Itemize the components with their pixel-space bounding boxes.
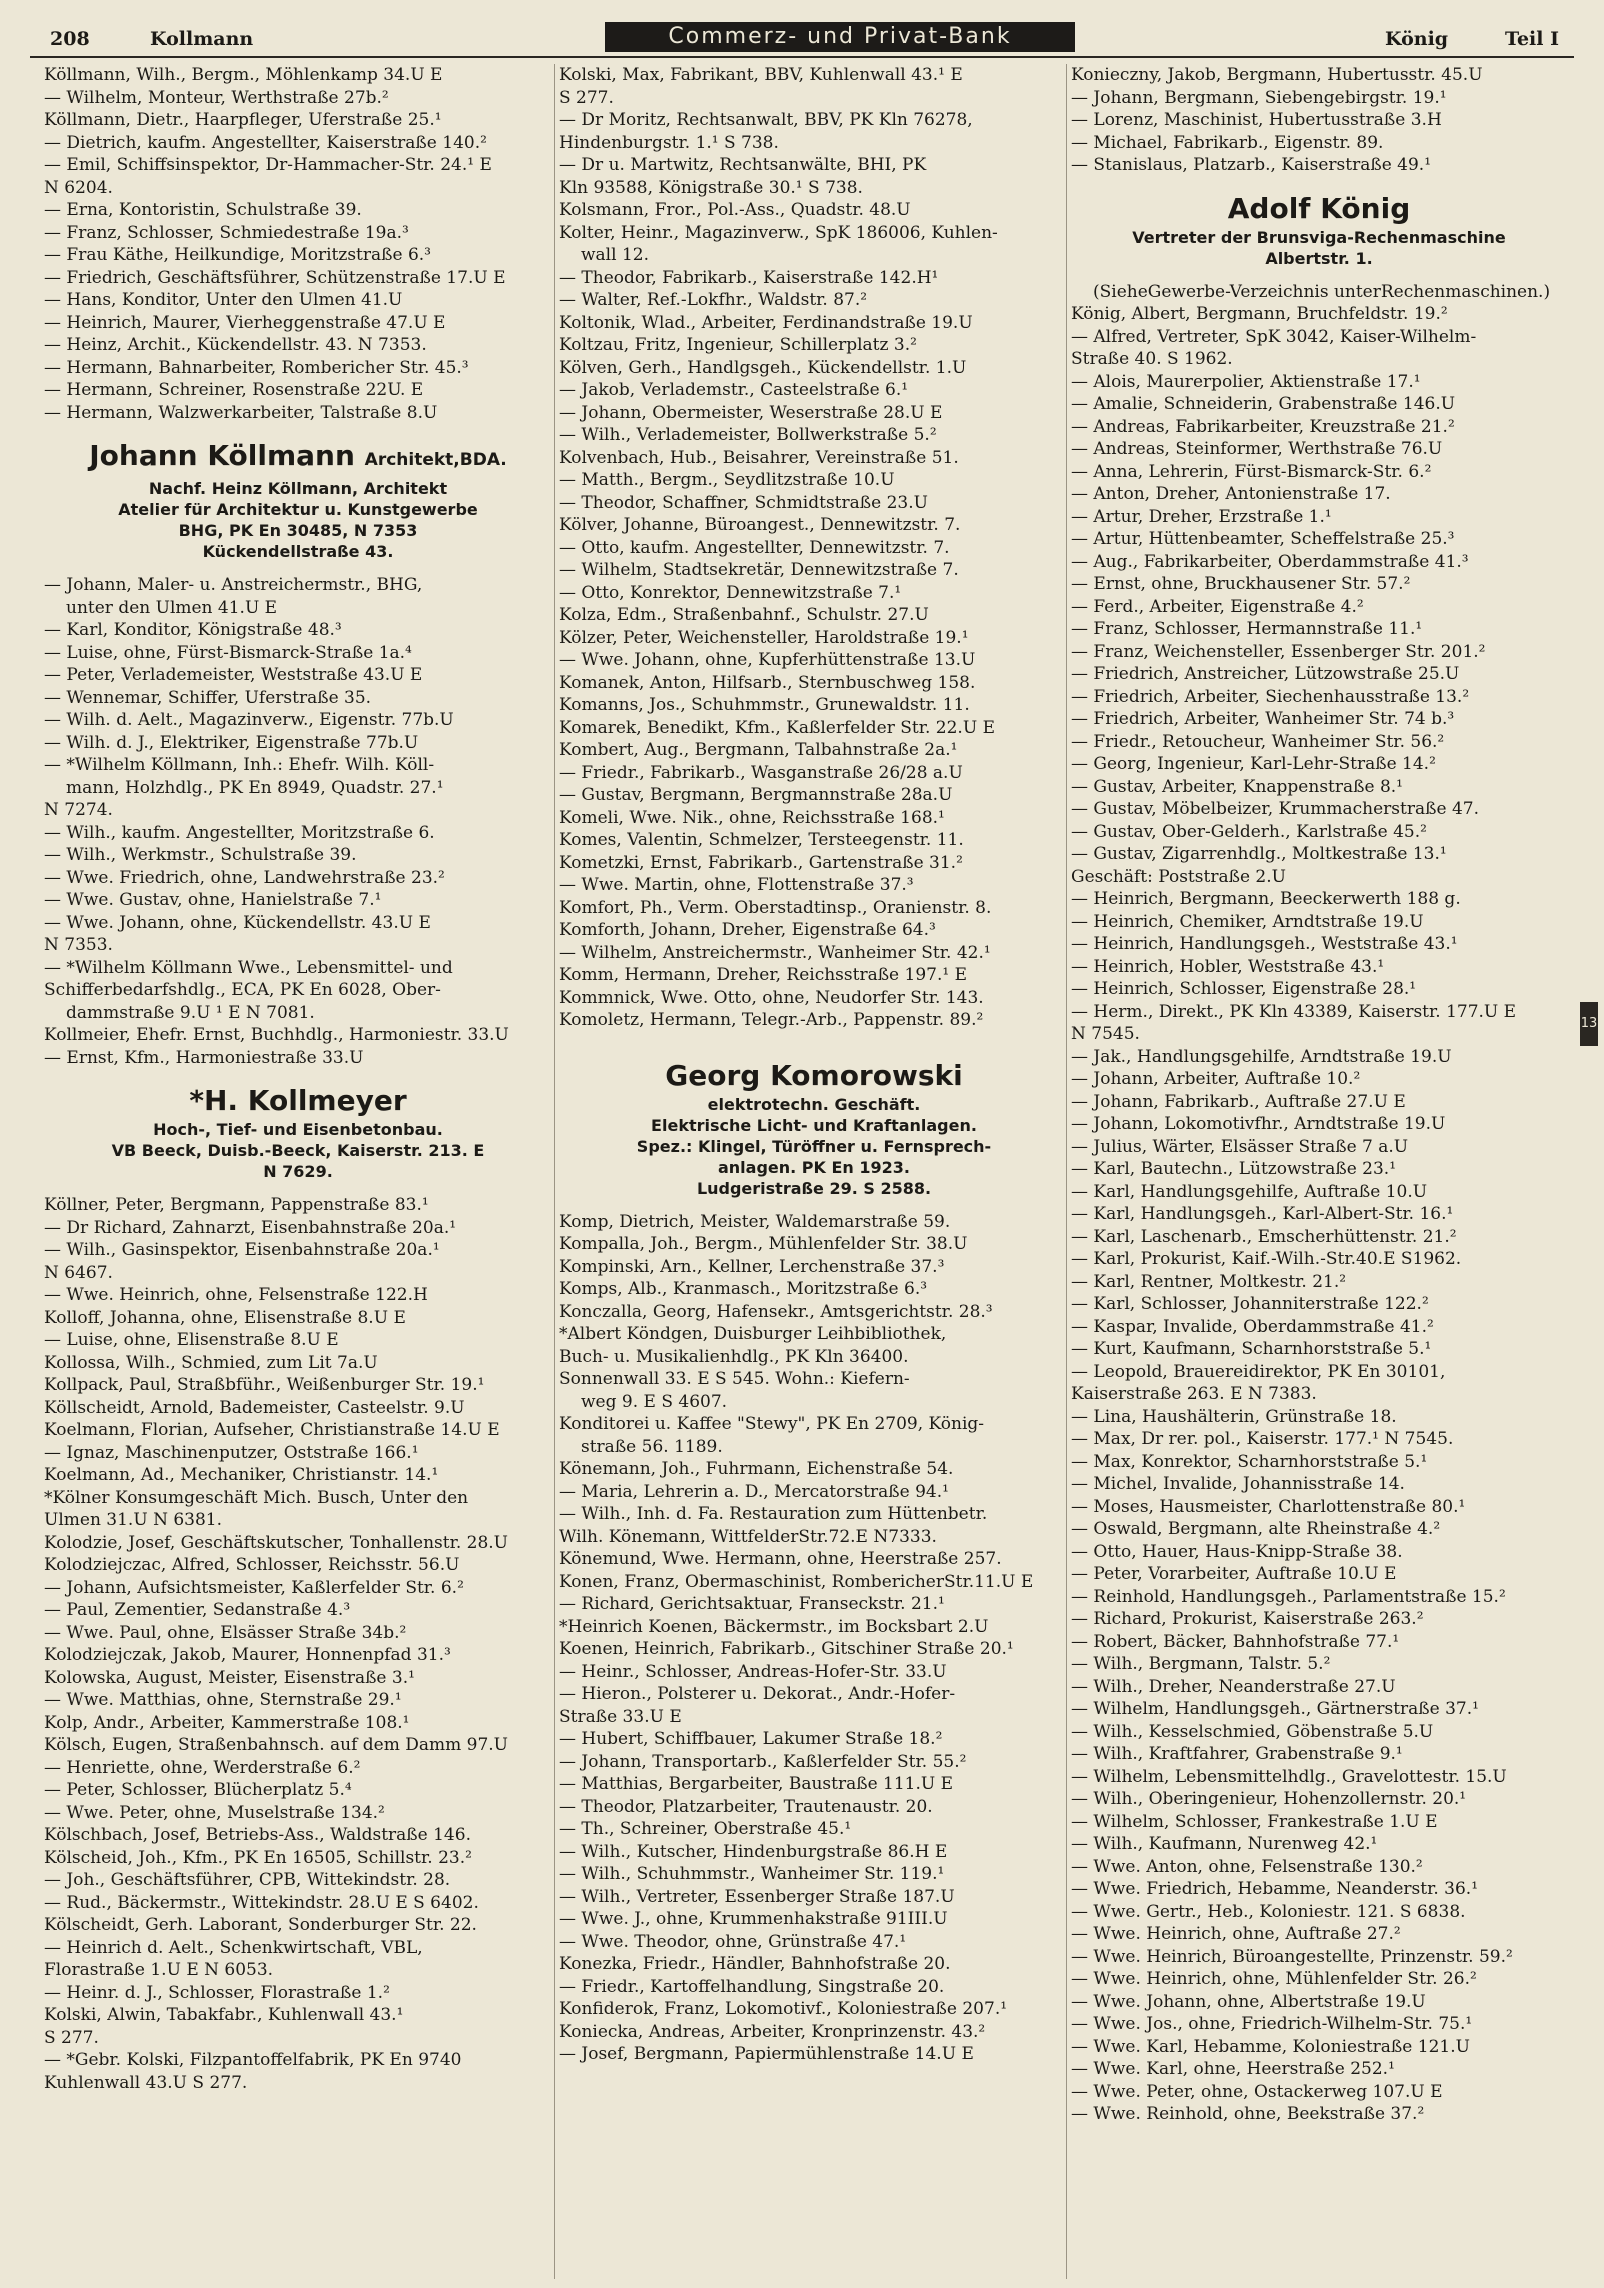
directory-entry: straße 56. 1189. (581, 1436, 723, 1457)
column-2 (554, 64, 1069, 2279)
directory-entry: — Lina, Haushälterin, Grünstraße 18. (1071, 1406, 1397, 1427)
directory-entry: Koenen, Heinrich, Fabrikarb., Gitschiner Straße 20.¹ (559, 1639, 1014, 1659)
col1-top-entries (44, 64, 552, 424)
directory-entry: — Wilh., Kutscher, Hindenburgstraße 86.H E (559, 1841, 948, 1862)
directory-entry: Komeli, Wwe. Nik., ohne, Reichsstraße 168.¹ (559, 807, 945, 828)
directory-entry: N 7545. (1071, 1024, 1140, 1044)
directory-entry: wall 12. (581, 245, 649, 265)
directory-entry: Komfort, Ph., Verm. Oberstadtinsp., Oranienstr. 8. (559, 897, 992, 918)
page-number: 208 (50, 28, 90, 50)
advert-name: Adolf König (1227, 191, 1411, 225)
directory-entry: Kuhlenwall 43.U S 277. (44, 2072, 248, 2093)
directory-entry: — Wwe. Jos., ohne, Friedrich-Wilhelm-Str. 75.¹ (1071, 2014, 1473, 2034)
directory-entry: — Moses, Hausmeister, Charlottenstraße 80.¹ (1071, 1496, 1466, 1517)
directory-entry: — Robert, Bäcker, Bahnhofstraße 77.¹ (1071, 1631, 1400, 1652)
directory-entry: Kompinski, Arn., Kellner, Lerchenstraße 37.³ (559, 1256, 945, 1277)
directory-entry: Kaiserstraße 263. E N 7383. (1071, 1384, 1317, 1404)
directory-entry: Kombert, Aug., Bergmann, Talbahnstraße 2a.¹ (559, 740, 958, 760)
directory-entry: — Hieron., Polsterer u. Dekorat., Andr.-Hofer- (559, 1684, 956, 1704)
directory-entry: N 6467. (44, 1262, 113, 1283)
directory-entry: — Wennemar, Schiffer, Uferstraße 35. (44, 687, 372, 708)
directory-entry: — Aug., Fabrikarbeiter, Oberdammstraße 41.³ (1071, 551, 1469, 572)
directory-entry: Kölven, Gerh., Handlgsgeh., Kückendellstr. 1.U (559, 357, 967, 378)
directory-entry: — Artur, Hüttenbeamter, Scheffelstraße 25.³ (1071, 529, 1455, 549)
col1-mid-entries (44, 574, 552, 1069)
directory-entry: — Dr u. Martwitz, Rechtsanwälte, BHI, PK (559, 155, 927, 175)
directory-entry: — Richard, Prokurist, Kaiserstraße 263.² (1071, 1609, 1424, 1629)
directory-entry: — Dr Moritz, Rechtsanwalt, BBV, PK Kln 76278, (559, 110, 973, 130)
directory-entry: — Heinr. d. J., Schlosser, Florastraße 1.² (44, 1982, 390, 2003)
directory-entry: — Joh., Geschäftsführer, CPB, Wittekindstr. 28. (44, 1870, 451, 1890)
directory-entry: Kommnick, Wwe. Otto, ohne, Neudorfer Str. 143. (559, 987, 984, 1008)
directory-entry: Sonnenwall 33. E S 545. Wohn.: Kiefern- (559, 1369, 910, 1389)
advert-line: elektrotechn. Geschäft. (707, 1094, 921, 1114)
directory-entry: Florastraße 1.U E N 6053. (44, 1960, 274, 1980)
directory-entry: Kolter, Heinr., Magazinverw., SpK 186006, Kuhlen- (559, 222, 998, 243)
directory-entry: — Hans, Konditor, Unter den Ulmen 41.U (44, 290, 403, 310)
directory-entry: Koltzau, Fritz, Ingenieur, Schillerplatz 3.² (559, 335, 917, 355)
advert-line: Elektrische Licht- und Kraftanlagen. (651, 1115, 977, 1135)
directory-entry: Kolvenbach, Hub., Beisahrer, Vereinstraße 51. (559, 447, 959, 468)
advert-line: N 7629. (263, 1162, 333, 1181)
directory-entry: — Otto, Hauer, Haus-Knipp-Straße 38. (1071, 1541, 1403, 1562)
directory-entry: — Wilh., Kesselschmied, Göbenstraße 5.U (1071, 1721, 1434, 1742)
directory-entry: — Karl, Prokurist, Kaif.-Wilh.-Str.40.E S1962. (1071, 1249, 1462, 1269)
col3-top-entries (1071, 64, 1567, 177)
directory-entry: — Andreas, Fabrikarbeiter, Kreuzstraße 21.² (1071, 416, 1455, 437)
directory-entry: — Luise, ohne, Fürst-Bismarck-Straße 1a.⁴ (44, 642, 412, 663)
directory-entry: — Dietrich, kaufm. Angestellter, Kaiserstraße 140.² (44, 132, 487, 153)
directory-entry: — Rud., Bäckermstr., Wittekindstr. 28.U E S 6402. (44, 1892, 479, 1913)
directory-entry: — Wwe. Karl, ohne, Heerstraße 252.¹ (1071, 2059, 1395, 2079)
directory-entry: N 7353. (44, 935, 113, 955)
directory-entry: — Wwe. Heinrich, ohne, Felsenstraße 122.H (44, 1285, 428, 1305)
directory-entry: — Heinz, Archit., Kückendellstr. 43. N 7353. (44, 335, 427, 355)
directory-entry: — Georg, Ingenieur, Karl-Lehr-Straße 14.² (1071, 754, 1436, 774)
directory-entry: Kollpack, Paul, Straßbführ., Weißenburger Str. 19.¹ (44, 1375, 485, 1395)
directory-entry: — Lorenz, Maschinist, Hubertusstraße 3.H (1071, 110, 1442, 130)
advert-lines (44, 478, 552, 562)
directory-entry: — Wwe. Gertr., Heb., Koloniestr. 121. S 6838. (1071, 1901, 1466, 1922)
directory-entry: — Wwe. Johann, ohne, Albertstraße 19.U (1071, 1991, 1426, 2012)
directory-entry: — Wwe. Heinrich, ohne, Mühlenfelder Str. 26.² (1071, 1969, 1477, 1989)
directory-entry: Kolp, Andr., Arbeiter, Kammerstraße 108.¹ (44, 1712, 410, 1733)
directory-entry: — Wilh., Bergmann, Talstr. 5.² (1071, 1654, 1331, 1674)
directory-entry: — Franz, Schlosser, Hermannstraße 11.¹ (1071, 619, 1423, 639)
directory-entry: — Gustav, Möbelbeizer, Krummacherstraße 47. (1071, 799, 1479, 819)
directory-entry: — Michael, Fabrikarb., Eigenstr. 89. (1071, 132, 1384, 153)
directory-entry: — Michel, Invalide, Johannisstraße 14. (1071, 1474, 1405, 1494)
header-right-word: König (1385, 28, 1449, 50)
directory-entry: — Karl, Schlosser, Johanniterstraße 122.² (1071, 1294, 1429, 1314)
directory-entry: — Ignaz, Maschinenputzer, Oststraße 166.¹ (44, 1442, 419, 1463)
directory-entry: — Wilh., Schuhmmstr., Wanheimer Str. 119.¹ (559, 1864, 945, 1884)
directory-entry: — Wwe. Karl, Hebamme, Koloniestraße 121.U (1071, 2036, 1470, 2057)
advert-koellmann (44, 438, 552, 562)
directory-entry: *Albert Köndgen, Duisburger Leihbibliothek, (559, 1324, 947, 1344)
directory-entry: Köllner, Peter, Bergmann, Pappenstraße 83.¹ (44, 1195, 429, 1215)
directory-entry: — Wilh., Inh. d. Fa. Restauration zum Hüttenbetr. (559, 1504, 988, 1524)
directory-entry: — Friedr., Kartoffelhandlung, Singstraße 20. (559, 1976, 945, 1997)
directory-entry: — Alois, Maurerpolier, Aktienstraße 17.¹ (1071, 371, 1421, 392)
directory-entry: — Friedrich, Arbeiter, Wanheimer Str. 74 b.³ (1071, 709, 1455, 729)
directory-entry: — Wilh., Verlademeister, Bollwerkstraße 5.² (559, 425, 937, 445)
directory-entry: Komm, Hermann, Dreher, Reichsstraße 197.¹ E (559, 965, 967, 985)
directory-entry: — Hermann, Schreiner, Rosenstraße 22U. E (44, 380, 424, 400)
directory-entry: — Johann, Fabrikarb., Auftraße 27.U E (1071, 1091, 1406, 1112)
directory-entry: — Kurt, Kaufmann, Scharnhorststraße 5.¹ (1071, 1339, 1432, 1359)
directory-entry: — Karl, Handlungsgehilfe, Auftraße 10.U (1071, 1181, 1428, 1202)
directory-entry: — Friedrich, Geschäftsführer, Schützenstraße 17.U E (44, 267, 506, 288)
directory-entry: — Wwe. Friedrich, Hebamme, Neanderstr. 36.¹ (1071, 1879, 1479, 1899)
directory-entry: N 6204. (44, 177, 113, 198)
advert-line: BHG, PK En 30485, N 7353 (178, 521, 418, 540)
directory-entry: *Kölner Konsumgeschäft Mich. Busch, Unter den (44, 1487, 469, 1508)
directory-entry: — Wwe. Peter, ohne, Muselstraße 134.² (44, 1802, 385, 1823)
directory-entry: Kölsch, Eugen, Straßenbahnsch. auf dem Damm 97.U (44, 1735, 509, 1755)
side-tab: 13 (1580, 1002, 1598, 1046)
directory-entry: — Otto, Konrektor, Dennewitzstraße 7.¹ (559, 582, 902, 603)
directory-entry: (SieheGewerbe-Verzeichnis unterRechenmaschinen.) (1093, 281, 1551, 302)
directory-entry: — Ernst, Kfm., Harmoniestraße 33.U (44, 1047, 364, 1068)
directory-entry: — Wwe. Gustav, ohne, Hanielstraße 7.¹ (44, 890, 382, 910)
advert-title: Architekt,BDA. (364, 450, 507, 470)
directory-entry: — Wilhelm, Anstreichermstr., Wanheimer Str. 42.¹ (559, 942, 991, 963)
advert-line: Vertreter der Brunsviga-Rechenmaschine (1132, 227, 1506, 247)
directory-entry: Straße 40. S 1962. (1071, 349, 1233, 369)
directory-entry: — Karl, Bautechn., Lützowstraße 23.¹ (1071, 1159, 1397, 1179)
col3-bottom-entries (1071, 281, 1567, 2126)
col1-bottom-entries (44, 1194, 552, 2094)
directory-entry: Könemann, Joh., Fuhrmann, Eichenstraße 54. (559, 1459, 954, 1479)
directory-entry: — Wilh., Oberingenieur, Hohenzollernstr. 20.¹ (1071, 1789, 1467, 1809)
directory-entry: Kölscheidt, Gerh. Laborant, Sonderburger Str. 22. (44, 1915, 477, 1935)
directory-entry: weg 9. E S 4607. (581, 1391, 728, 1412)
directory-entry: — Hermann, Bahnarbeiter, Rombericher Str. 45.³ (44, 357, 469, 378)
directory-entry: Konieczny, Jakob, Bergmann, Hubertusstr. 45.U (1071, 65, 1483, 85)
directory-entry: — Wwe. Matthias, ohne, Sternstraße 29.¹ (44, 1690, 402, 1710)
directory-entry: — Friedrich, Anstreicher, Lützowstraße 25.U (1071, 664, 1460, 684)
directory-entry: — Wwe. Heinrich, Büroangestellte, Prinzenstr. 59.² (1071, 1946, 1513, 1967)
directory-entry: — Emil, Schiffsinspektor, Dr-Hammacher-Str. 24.¹ E (44, 155, 492, 175)
directory-entry: Geschäft: Poststraße 2.U (1071, 866, 1286, 887)
directory-entry: — Heinrich, Handlungsgeh., Weststraße 43.¹ (1071, 934, 1458, 954)
advert-line: Ludgeristraße 29. S 2588. (696, 1178, 932, 1198)
directory-entry: Konditorei u. Kaffee "Stewy", PK En 2709, König- (559, 1414, 985, 1434)
directory-entry: — Johann, Maler- u. Anstreichermstr., BHG, (44, 575, 423, 595)
directory-entry: — Wwe. Paul, ohne, Elsässer Straße 34b.² (44, 1622, 407, 1643)
directory-entry: — Gustav, Ober-Gelderh., Karlstraße 45.² (1071, 821, 1427, 842)
directory-entry: — Wilh. d. Aelt., Magazinverw., Eigenstr. 77b.U (44, 710, 454, 730)
directory-entry: — Karl, Konditor, Königstraße 48.³ (44, 620, 342, 640)
directory-entry: Hindenburgstr. 1.¹ S 738. (559, 132, 779, 153)
directory-entry: Kölschbach, Josef, Betriebs-Ass., Waldstraße 146. (44, 1825, 471, 1845)
column-1 (44, 64, 552, 2279)
advert-name: Johann Köllmann (89, 439, 355, 472)
directory-entry: — Anna, Lehrerin, Fürst-Bismarck-Str. 6.² (1071, 461, 1432, 482)
advert-line: Hoch-, Tief- und Eisenbetonbau. (153, 1120, 443, 1139)
directory-entry: — Wwe. Martin, ohne, Flottenstraße 37.³ (559, 875, 914, 895)
directory-entry: — Wwe. Theodor, ohne, Grünstraße 47.¹ (559, 1931, 907, 1952)
directory-entry: Buch- u. Musikalienhdlg., PK Kln 36400. (559, 1346, 909, 1367)
advert-line: VB Beeck, Duisb.-Beeck, Kaiserstr. 213. E (111, 1141, 485, 1160)
directory-entry: Kollossa, Wilh., Schmied, zum Lit 7a.U (44, 1352, 378, 1373)
directory-entry: — Franz, Schlosser, Schmiedestraße 19a.³ (44, 222, 409, 243)
directory-entry: — Th., Schreiner, Oberstraße 45.¹ (559, 1819, 852, 1839)
directory-entry: S 277. (559, 87, 614, 108)
directory-entry: — Leopold, Brauereidirektor, PK En 30101, (1071, 1361, 1446, 1382)
directory-entry: Koelmann, Florian, Aufseher, Christianstraße 14.U E (44, 1420, 500, 1440)
directory-entry: — Amalie, Schneiderin, Grabenstraße 146.U (1071, 394, 1456, 414)
directory-entry: — Johann, Bergmann, Siebengebirgstr. 19.¹ (1071, 87, 1447, 108)
directory-entry: — Heinrich, Chemiker, Arndtstraße 19.U (1071, 911, 1424, 932)
directory-entry: — Josef, Bergmann, Papiermühlenstraße 14.U E (559, 2044, 974, 2064)
directory-entry: — Artur, Dreher, Erzstraße 1.¹ (1071, 506, 1332, 527)
directory-entry: — Johann, Lokomotivfhr., Arndtstraße 19.U (1071, 1114, 1446, 1134)
directory-entry: — *Wilhelm Köllmann, Inh.: Ehefr. Wilh. Köll- (44, 755, 435, 775)
directory-entry: — Gustav, Arbeiter, Knappenstraße 8.¹ (1071, 776, 1403, 797)
directory-entry: — Theodor, Platzarbeiter, Trautenaustr. 20. (559, 1796, 933, 1817)
directory-entry: Kln 93588, Königstraße 30.¹ S 738. (559, 177, 863, 198)
directory-entry: Schifferbedarfshdlg., ECA, PK En 6028, Ober- (44, 980, 441, 1000)
directory-entry: Kolski, Alwin, Tabakfabr., Kuhlenwall 43.¹ (44, 2005, 404, 2025)
col2-bottom-entries (559, 1211, 1069, 2066)
directory-entry: — Wilhelm, Monteur, Werthstraße 27b.² (44, 87, 389, 108)
advert-lines (1071, 227, 1567, 269)
directory-entry: — Wwe. Reinhold, ohne, Beekstraße 37.² (1071, 2104, 1425, 2124)
directory-entry: mann, Holzhdlg., PK En 8949, Quadstr. 27.¹ (66, 777, 444, 798)
advert-line: Atelier für Architektur u. Kunstgewerbe (118, 500, 478, 519)
directory-entry: Komanek, Anton, Hilfsarb., Sternbuschweg 158. (559, 672, 976, 693)
header-left-word: Kollmann (150, 28, 254, 50)
directory-entry: — Theodor, Schaffner, Schmidtstraße 23.U (559, 492, 928, 513)
directory-entry: — Heinrich d. Aelt., Schenkwirtschaft, VBL, (44, 1937, 423, 1958)
directory-entry: — Friedrich, Arbeiter, Siechenhausstraße 13.² (1071, 686, 1470, 707)
directory-entry: — Henriette, ohne, Werderstraße 6.² (44, 1757, 361, 1778)
directory-entry: Konfiderok, Franz, Lokomotivf., Koloniestraße 207.¹ (559, 1999, 1008, 2019)
directory-entry: Konen, Franz, Obermaschinist, RombericherStr.11.U E (559, 1571, 1034, 1592)
directory-entry: Kölscheid, Joh., Kfm., PK En 16505, Schillstr. 23.² (44, 1847, 472, 1868)
directory-entry: — Wwe. Johann, ohne, Kupferhüttenstraße 13.U (559, 650, 976, 670)
directory-entry: — Walter, Ref.-Lokfhr., Waldstr. 87.² (559, 290, 868, 310)
directory-entry: — *Gebr. Kolski, Filzpantoffelfabrik, PK En 9740 (44, 2050, 462, 2070)
directory-entry: — Herm., Direkt., PK Kln 43389, Kaiserstr. 177.U E (1071, 1001, 1517, 1022)
advert-name: *H. Kollmeyer (189, 1084, 407, 1117)
directory-entry: — Maria, Lehrerin a. D., Mercatorstraße 94.¹ (559, 1481, 949, 1502)
directory-entry: — Franz, Weichensteller, Essenberger Str. 201.² (1071, 641, 1486, 662)
directory-entry: — Hermann, Walzwerkarbeiter, Talstraße 8.U (44, 402, 438, 423)
directory-entry: — Jak., Handlungsgehilfe, Arndtstraße 19.U (1071, 1046, 1452, 1067)
directory-entry: — Wwe. Peter, ohne, Ostackerweg 107.U E (1071, 2081, 1443, 2102)
directory-entry: — Heinr., Schlosser, Andreas-Hofer-Str. 33.U (559, 1661, 947, 1682)
directory-entry: *Heinrich Koenen, Bäckermstr., im Bocksbart 2.U (559, 1616, 989, 1637)
directory-entry: — Julius, Wärter, Elsässer Straße 7 a.U (1071, 1136, 1409, 1157)
directory-entry: — Peter, Verlademeister, Weststraße 43.U E (44, 665, 423, 685)
directory-entry: Kompalla, Joh., Bergm., Mühlenfelder Str. 38.U (559, 1234, 968, 1254)
directory-entry: Könemund, Wwe. Hermann, ohne, Heerstraße 257. (559, 1549, 1002, 1569)
directory-entry: Köllmann, Dietr., Haarpfleger, Uferstraße 25.¹ (44, 110, 442, 130)
directory-entry: Konczalla, Georg, Hafensekr., Amtsgerichtstr. 28.³ (559, 1301, 993, 1322)
directory-entry: — Wilhelm, Stadtsekretär, Dennewitzstraße 7. (559, 560, 959, 580)
directory-entry: — Wilh., Kraftfahrer, Grabenstraße 9.¹ (1071, 1744, 1403, 1764)
directory-entry: — Wwe. Johann, ohne, Kückendellstr. 43.U E (44, 912, 431, 933)
directory-entry: — Johann, Transportarb., Kaßlerfelder Str. 55.² (559, 1751, 967, 1772)
directory-entry: — Wwe. Friedrich, ohne, Landwehrstraße 23.² (44, 867, 445, 888)
directory-entry: Wilh. Könemann, WittfelderStr.72.E N7333. (559, 1526, 937, 1547)
advert-line: anlagen. PK En 1923. (717, 1157, 910, 1177)
directory-entry: — Heinrich, Bergmann, Beeckerwerth 188 g. (1071, 889, 1461, 909)
page-header (30, 22, 1574, 58)
directory-entry: — Max, Dr rer. pol., Kaiserstr. 177.¹ N 7545. (1071, 1429, 1454, 1449)
directory-entry: Kolodziejczac, Alfred, Schlosser, Reichsstr. 56.U (44, 1555, 460, 1575)
directory-entry: — Karl, Rentner, Moltkestr. 21.² (1071, 1271, 1347, 1292)
directory-entry: — Johann, Aufsichtsmeister, Kaßlerfelder Str. 6.² (44, 1577, 464, 1598)
advert-line: Albertstr. 1. (1265, 248, 1373, 268)
directory-entry: — Jakob, Verlademstr., Casteelstraße 6.¹ (559, 380, 909, 400)
directory-entry: — Matth., Bergm., Seydlitzstraße 10.U (559, 470, 895, 490)
directory-entry: Koniecka, Andreas, Arbeiter, Kronprinzenstr. 43.² (559, 2021, 986, 2042)
directory-entry: — Frau Käthe, Heilkundige, Moritzstraße 6.³ (44, 245, 431, 265)
directory-entry: — Wilh., Vertreter, Essenberger Straße 187.U (559, 1886, 955, 1907)
advert-kollmeyer (44, 1083, 552, 1182)
directory-entry: — Paul, Zementier, Sedanstraße 4.³ (44, 1600, 351, 1620)
directory-entry: Komp, Dietrich, Meister, Waldemarstraße 59. (559, 1211, 951, 1232)
directory-entry: — Wilh., Gasinspektor, Eisenbahnstraße 20a.¹ (44, 1240, 440, 1260)
directory-entry: — Friedr., Fabrikarb., Wasganstraße 26/28 a.U (559, 762, 963, 783)
directory-entry: Kolsmann, Fror., Pol.-Ass., Quadstr. 48.U (559, 200, 911, 220)
directory-entry: — Stanislaus, Platzarb., Kaiserstraße 49.¹ (1071, 155, 1432, 175)
directory-entry: — Wilh., kaufm. Angestellter, Moritzstraße 6. (44, 822, 435, 843)
directory-entry: Kometzki, Ernst, Fabrikarb., Gartenstraße 31.² (559, 852, 963, 873)
directory-entry: Kölzer, Peter, Weichensteller, Haroldstraße 19.¹ (559, 627, 969, 648)
directory-entry: — Dr Richard, Zahnarzt, Eisenbahnstraße 20a.¹ (44, 1217, 457, 1238)
directory-entry: — Anton, Dreher, Antonienstraße 17. (1071, 484, 1391, 504)
directory-entry: — Matthias, Bergarbeiter, Baustraße 111.U E (559, 1774, 954, 1794)
advert-line: Nachf. Heinz Köllmann, Architekt (148, 479, 448, 498)
directory-entry: Komforth, Johann, Dreher, Eigenstraße 64.³ (559, 920, 936, 940)
directory-entry: Komes, Valentin, Schmelzer, Tersteegenstr. 11. (559, 830, 964, 850)
directory-entry: — Wilhelm, Schlosser, Frankestraße 1.U E (1071, 1811, 1438, 1832)
directory-entry: Komps, Alb., Kranmasch., Moritzstraße 6.³ (559, 1279, 928, 1299)
advert-lines (559, 1094, 1069, 1199)
directory-entry: — Oswald, Bergmann, alte Rheinstraße 4.² (1071, 1519, 1441, 1539)
directory-entry: Köllscheidt, Arnold, Bademeister, Casteelstr. 9.U (44, 1397, 465, 1418)
directory-entry: — Otto, kaufm. Angestellter, Dennewitzstr. 7. (559, 537, 950, 558)
directory-entry: — Wwe. J., ohne, Krummenhakstraße 91III.U (559, 1909, 948, 1929)
directory-entry: — Erna, Kontoristin, Schulstraße 39. (44, 200, 362, 220)
directory-entry: Komoletz, Hermann, Telegr.-Arb., Pappenstr. 89.² (559, 1010, 984, 1030)
directory-entry: — Reinhold, Handlungsgeh., Parlamentstraße 15.² (1071, 1586, 1506, 1607)
directory-entry: — Gustav, Bergmann, Bergmannstraße 28a.U (559, 785, 953, 805)
directory-entry: Kolowska, August, Meister, Eisenstraße 3.¹ (44, 1667, 415, 1688)
directory-entry: S 277. (44, 2027, 99, 2048)
directory-entry: — Wilh., Dreher, Neanderstraße 27.U (1071, 1676, 1396, 1697)
advert-name: Georg Komorowski (665, 1058, 963, 1092)
bank-banner: Commerz- und Privat-Bank (605, 22, 1075, 52)
advert-koenig (1071, 191, 1567, 269)
directory-entry: — Wilh., Werkmstr., Schulstraße 39. (44, 845, 357, 865)
advert-lines (44, 1119, 552, 1182)
directory-entry: Kolodziejczak, Jakob, Maurer, Honnenpfad 31.³ (44, 1645, 451, 1665)
advert-komorowski (559, 1058, 1069, 1199)
directory-entry: — Kaspar, Invalide, Oberdammstraße 41.² (1071, 1316, 1434, 1337)
directory-entry: — Luise, ohne, Elisenstraße 8.U E (44, 1330, 339, 1350)
directory-entry: Ulmen 31.U N 6381. (44, 1510, 223, 1530)
column-3 (1066, 64, 1567, 2279)
directory-entry: dammstraße 9.U ¹ E N 7081. (66, 1002, 315, 1023)
directory-entry: — Alfred, Vertreter, SpK 3042, Kaiser-Wilhelm- (1071, 326, 1477, 347)
directory-entry: Kölver, Johanne, Büroangest., Dennewitzstr. 7. (559, 515, 961, 535)
directory-entry: Köllmann, Wilh., Bergm., Möhlenkamp 34.U E (44, 65, 443, 85)
directory-entry: Konezka, Friedr., Händler, Bahnhofstraße 20. (559, 1954, 951, 1974)
directory-entry: Koelmann, Ad., Mechaniker, Christianstr. 14.¹ (44, 1465, 439, 1485)
directory-entry: — Hubert, Schiffbauer, Lakumer Straße 18.² (559, 1729, 943, 1749)
directory-entry: — Peter, Schlosser, Blücherplatz 5.⁴ (44, 1780, 352, 1800)
volume-label: Teil I (1505, 28, 1559, 50)
directory-entry: Straße 33.U E (559, 1706, 682, 1727)
directory-entry: — Wwe. Heinrich, ohne, Auftraße 27.² (1071, 1924, 1401, 1944)
advert-line: Spez.: Klingel, Türöffner u. Fernsprech- (636, 1136, 992, 1156)
directory-entry: unter den Ulmen 41.U E (66, 597, 278, 618)
directory-entry: Komanns, Jos., Schuhmmstr., Grunewaldstr. 11. (559, 695, 970, 715)
directory-entry: — Wilh. d. J., Elektriker, Eigenstraße 77b.U (44, 732, 419, 753)
directory-entry: — Peter, Vorarbeiter, Auftraße 10.U E (1071, 1564, 1397, 1584)
directory-entry: — Wilhelm, Handlungsgeh., Gärtnerstraße 37.¹ (1071, 1699, 1479, 1719)
directory-entry: — *Wilhelm Köllmann Wwe., Lebensmittel- und (44, 957, 453, 978)
directory-entry: — Heinrich, Maurer, Vierheggenstraße 47.U E (44, 312, 446, 333)
directory-entry: — Wwe. Anton, ohne, Felsenstraße 130.² (1071, 1856, 1423, 1877)
directory-entry: Komarek, Benedikt, Kfm., Kaßlerfelder Str. 22.U E (559, 717, 995, 738)
directory-entry: — Ernst, ohne, Bruckhausener Str. 57.² (1071, 574, 1411, 594)
col2-top-entries (559, 64, 1069, 1032)
directory-entry: — Wilhelm, Lebensmittelhdlg., Gravelottestr. 15.U (1071, 1766, 1507, 1787)
directory-entry: — Theodor, Fabrikarb., Kaiserstraße 142.H¹ (559, 267, 939, 288)
directory-entry: — Johann, Arbeiter, Auftraße 10.² (1071, 1069, 1361, 1089)
directory-entry: — Gustav, Zigarrenhdlg., Moltkestraße 13.¹ (1071, 844, 1447, 864)
directory-entry: — Wilh., Kaufmann, Nurenweg 42.¹ (1071, 1834, 1378, 1854)
directory-entry: — Johann, Obermeister, Weserstraße 28.U E (559, 402, 943, 423)
directory-entry: — Friedr., Retoucheur, Wanheimer Str. 56.² (1071, 731, 1445, 752)
directory-entry: König, Albert, Bergmann, Bruchfeldstr. 19.² (1071, 304, 1448, 324)
directory-entry: — Heinrich, Schlosser, Eigenstraße 28.¹ (1071, 979, 1417, 999)
directory-entry: Kollmeier, Ehefr. Ernst, Buchhdlg., Harmoniestr. 33.U (44, 1025, 509, 1045)
directory-entry: — Karl, Laschenarb., Emscherhüttenstr. 21.² (1071, 1226, 1457, 1247)
directory-entry: — Heinrich, Hobler, Weststraße 43.¹ (1071, 956, 1385, 977)
directory-entry: — Richard, Gerichtsaktuar, Franseckstr. 21.¹ (559, 1594, 945, 1614)
advert-line: Kückendellstraße 43. (202, 542, 394, 561)
directory-entry: Kolodzie, Josef, Geschäftskutscher, Tonhallenstr. 28.U (44, 1532, 508, 1553)
directory-entry: — Andreas, Steinformer, Werthstraße 76.U (1071, 439, 1443, 459)
directory-entry: — Karl, Handlungsgeh., Karl-Albert-Str. 16.¹ (1071, 1204, 1454, 1224)
directory-entry: Kolza, Edm., Straßenbahnf., Schulstr. 27.U (559, 605, 929, 625)
directory-entry: — Ferd., Arbeiter, Eigenstraße 4.² (1071, 596, 1364, 617)
directory-entry: Koltonik, Wlad., Arbeiter, Ferdinandstraße 19.U (559, 312, 973, 333)
directory-entry: N 7274. (44, 800, 113, 820)
directory-entry: Kolloff, Johanna, ohne, Elisenstraße 8.U E (44, 1307, 406, 1328)
directory-entry: Kolski, Max, Fabrikant, BBV, Kuhlenwall 43.¹ E (559, 65, 963, 85)
directory-entry: — Max, Konrektor, Scharnhorststraße 5.¹ (1071, 1451, 1428, 1472)
